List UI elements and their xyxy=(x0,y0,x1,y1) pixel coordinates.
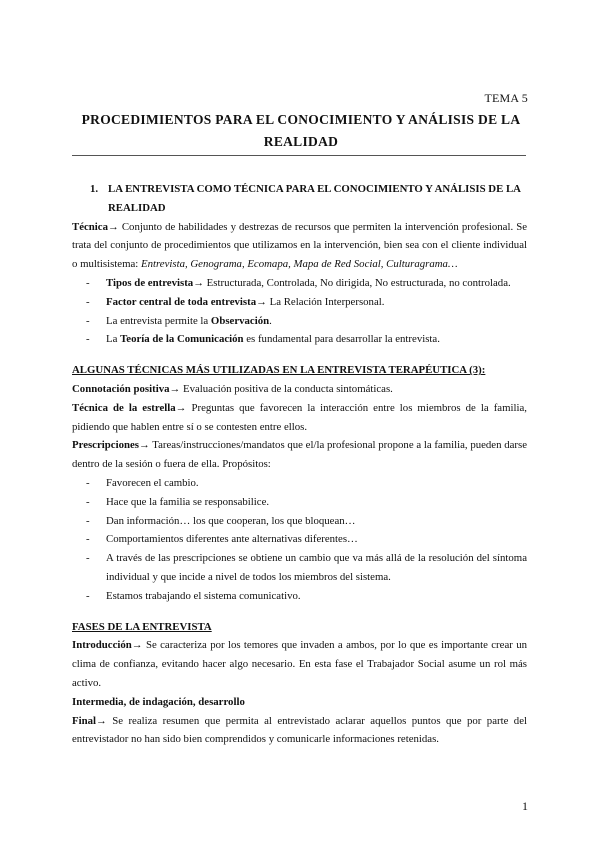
page-number: 1 xyxy=(522,799,528,813)
prescripciones-text: → Tareas/instrucciones/mandatos que el/la profesional propone a la familia, pueden darse dentro de la sesión o fuera de ella. Propósitos: xyxy=(72,439,527,471)
arrow: → xyxy=(107,220,119,233)
factor-label: Factor central de toda entrevista xyxy=(106,295,257,308)
list-item xyxy=(86,293,527,312)
bullet-dash: - xyxy=(86,476,90,489)
final-paragraph xyxy=(72,712,527,750)
entrevista-list xyxy=(72,274,527,349)
list-item xyxy=(86,330,527,349)
prescripciones-label: Prescripciones xyxy=(72,439,139,452)
obs-post: . xyxy=(269,314,272,327)
list-item xyxy=(86,549,527,587)
topic-number: TEMA 5 xyxy=(484,91,528,105)
tecnica-label: Técnica xyxy=(72,220,108,233)
estrella-paragraph xyxy=(72,399,527,437)
bullet-dash: - xyxy=(86,333,90,346)
list-item xyxy=(86,474,527,493)
list-item xyxy=(86,587,527,606)
tipos-label: Tipos de entrevista xyxy=(106,276,194,289)
tecnica-paragraph xyxy=(72,218,527,274)
connotacion-text: → Evaluación positiva de la conducta sintomáticas. xyxy=(169,382,393,395)
introduccion-text: → Se caracteriza por los temores que invaden a ambos, por lo que es importante crear un clima de confianza, evitando hacer algo necesario. En esta fase el Trabajador Social asume un rol más activo. xyxy=(72,639,527,689)
bullet-dash: - xyxy=(86,589,90,602)
bullet-dash: - xyxy=(86,276,90,289)
connotacion-paragraph xyxy=(72,380,527,399)
proposito-text: Favorecen el cambio. xyxy=(106,476,199,489)
bullet-dash: - xyxy=(86,533,90,546)
proposito-text: Dan información… los que cooperan, los que bloquean… xyxy=(106,514,356,527)
prescripciones-paragraph xyxy=(72,436,527,474)
teoria-bold: Teoría de la Comunicación xyxy=(120,333,244,346)
proposito-text: Estamos trabajando el sistema comunicativo. xyxy=(106,589,301,602)
introduccion-label: Introducción xyxy=(72,639,132,652)
proposito-text: Comportamientos diferentes ante alternativas diferentes… xyxy=(106,533,358,546)
document-body xyxy=(72,180,527,749)
proposito-text: Hace que la familia se responsabilice. xyxy=(106,495,270,508)
list-item xyxy=(86,530,527,549)
bullet-dash: - xyxy=(86,552,90,565)
obs-bold: Observación xyxy=(210,314,270,327)
teoria-post: es fundamental para desarrollar la entrevista. xyxy=(243,333,440,346)
tecnica-text: Conjunto de habilidades y destrezas de recursos que permiten la intervención profesional. Se trata del conjunto de procedimientos que utilizamos en la intervención, bien sea con el cliente individual o multisistema: xyxy=(72,220,527,271)
intermedia-heading: Intermedia, de indagación, desarrollo xyxy=(72,695,245,708)
list-item xyxy=(86,274,527,293)
tecnica-examples: Entrevista, Genograma, Ecomapa, Mapa de Red Social, Culturagrama… xyxy=(140,258,458,271)
teoria-pre: La xyxy=(106,333,121,346)
section-3-heading: FASES DE LA ENTREVISTA xyxy=(72,620,212,633)
section-2-heading: ALGUNAS TÉCNICAS MÁS UTILIZADAS EN LA ENTREVISTA TERAPÉUTICA (3): xyxy=(72,364,486,377)
document-title: PROCEDIMIENTOS PARA EL CONOCIMIENTO Y ANÁLISIS DE LA REALIDAD xyxy=(81,112,521,149)
bullet-dash: - xyxy=(86,495,90,508)
bullet-dash: - xyxy=(86,514,90,527)
list-item xyxy=(86,512,527,531)
factor-text: → La Relación Interpersonal. xyxy=(256,295,385,308)
section-title: LA ENTREVISTA COMO TÉCNICA PARA EL CONOCIMIENTO Y ANÁLISIS DE LA REALIDAD xyxy=(108,183,521,214)
bullet-dash: - xyxy=(86,295,90,308)
connotacion-label: Connotación positiva xyxy=(72,382,170,395)
final-text: → Se realiza resumen que permita al entrevistado aclarar aquellos puntos que por parte del entrevistador no han sido bien comprendidos y comunicarle informaciones retenidas. xyxy=(72,714,527,746)
estrella-text: → Preguntas que favorecen la interacción entre los miembros de la familia, pidiendo que hablen entre sí o se contesten entre ellos. xyxy=(72,401,527,433)
final-label: Final xyxy=(72,714,96,727)
section-1-heading xyxy=(90,180,527,218)
title-divider xyxy=(72,155,526,156)
obs-pre: La entrevista permite la xyxy=(106,314,211,327)
proposito-text: A través de las prescripciones se obtiene un cambio que va más allá de la resolución del síntoma individual y que incide a nivel de todos los miembros del sistema. xyxy=(106,552,527,583)
section-number: 1. xyxy=(90,183,99,195)
introduccion-paragraph xyxy=(72,636,527,692)
list-item xyxy=(86,312,527,331)
estrella-label: Técnica de la estrella xyxy=(72,401,176,414)
bullet-dash: - xyxy=(86,314,90,327)
list-item xyxy=(86,493,527,512)
propositos-list xyxy=(72,474,527,606)
tipos-text: → Estructurada, Controlada, No dirigida, No estructurada, no controlada. xyxy=(193,276,511,289)
